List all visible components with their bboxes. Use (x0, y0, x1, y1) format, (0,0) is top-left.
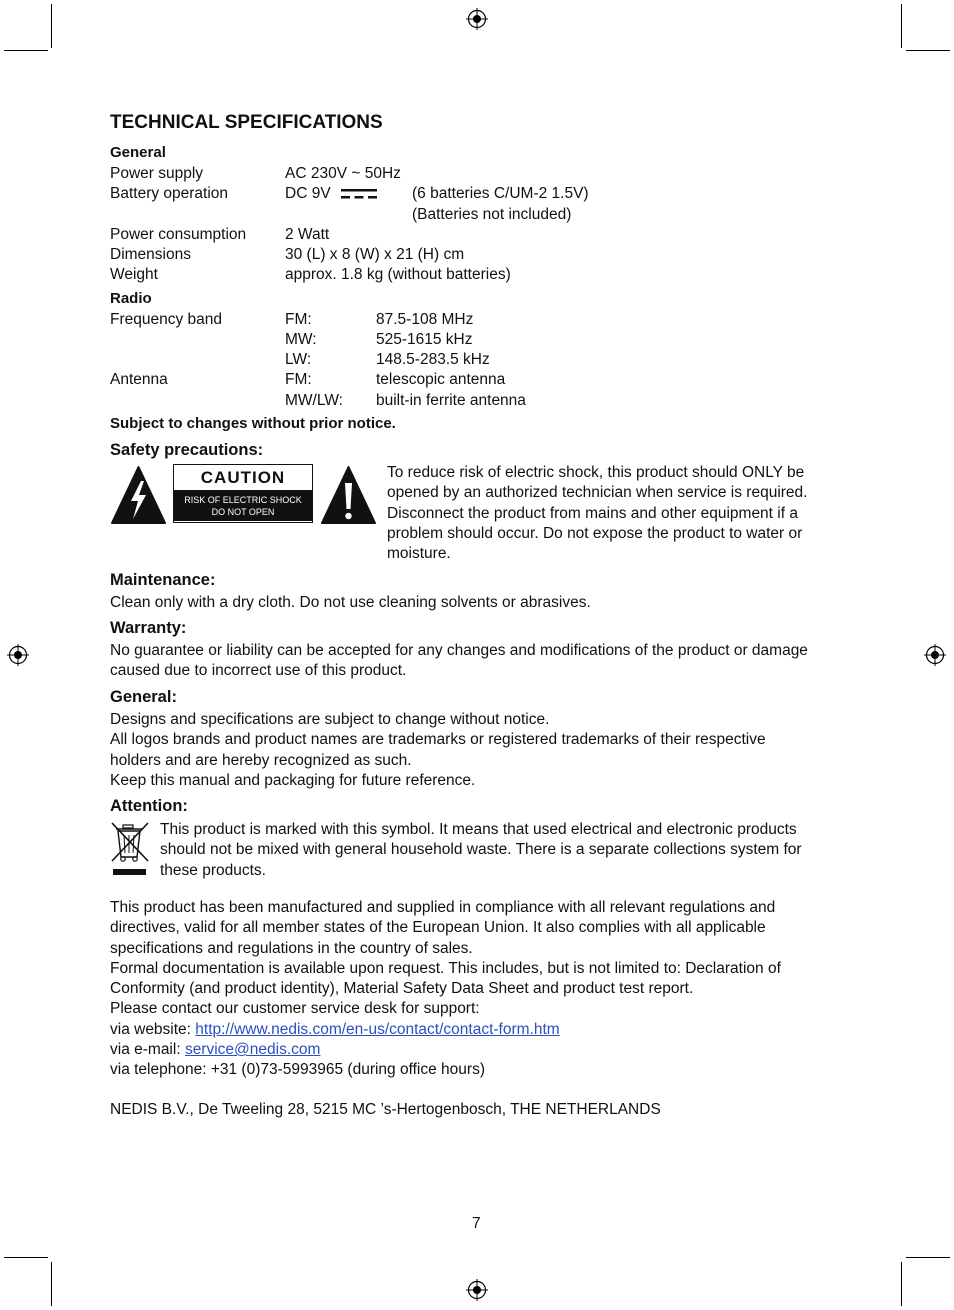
caution-label (173, 464, 313, 523)
warranty-heading: Warranty: (110, 619, 187, 637)
exclamation-warning-icon (320, 465, 377, 525)
radio-heading: Radio (110, 290, 152, 307)
company-address: NEDIS B.V., De Tweeling 28, 5215 MC ’s-Hertogenbosch, THE NETHERLANDS (110, 1101, 661, 1118)
spec-value: DC 9V (285, 185, 331, 202)
spec-note: (Batteries not included) (412, 206, 572, 223)
text-line: these products. (160, 861, 266, 879)
spec-label: Antenna (110, 371, 168, 388)
spec-label: Frequency band (110, 311, 223, 328)
spec-value: 30 (L) x 8 (W) x 21 (H) cm (285, 246, 465, 263)
antenna-type: built-in ferrite antenna (376, 392, 526, 409)
spec-label: Battery operation (110, 185, 229, 202)
text-line: Formal documentation is available upon request. This includes, but is not limited to: Declaration of (110, 959, 781, 977)
text-line: This product has been manufactured and supplied in compliance with all relevant regulations and (110, 899, 776, 916)
band-label: LW: (285, 351, 312, 368)
crop-mark (906, 50, 950, 51)
general-text (110, 710, 850, 791)
text-line: No guarantee or liability can be accepted for any changes and modifications of the product or damage (110, 642, 808, 659)
spec-value: approx. 1.8 kg (without batteries) (285, 266, 511, 283)
text-line: Designs and specifications are subject to change without notice. (110, 711, 550, 728)
text-line: This product is marked with this symbol. It means that used electrical and electronic products (160, 821, 797, 838)
spec-label: Power consumption (110, 226, 247, 243)
text-line: directives, valid for all member states of the European Union. It also complies with all applicable (110, 919, 766, 937)
spec-label: Power supply (110, 165, 204, 182)
maintenance-text: Clean only with a dry cloth. Do not use cleaning solvents or abrasives. (110, 594, 591, 611)
band-label: MW/LW: (285, 392, 343, 409)
text-line: Disconnect the product from mains and other equipment if a (387, 504, 798, 522)
crop-mark (51, 1262, 52, 1306)
safety-heading: Safety precautions: (110, 441, 264, 459)
spec-label: Dimensions (110, 246, 191, 263)
crop-mark (4, 50, 48, 51)
page-title: TECHNICAL SPECIFICATIONS (110, 112, 383, 133)
general-heading: General: (110, 688, 177, 706)
weee-bin-icon (110, 821, 150, 879)
caution-line: RISK OF ELECTRIC SHOCK (184, 495, 302, 505)
dc-symbol-icon (341, 189, 377, 201)
text-line: caused due to incorrect use of this product. (110, 662, 407, 680)
text-line: moisture. (387, 545, 451, 563)
band-label: FM: (285, 311, 312, 328)
lightning-warning-icon (110, 465, 167, 525)
warranty-text (110, 641, 850, 682)
text-line: To reduce risk of electric shock, this product should ONLY be (387, 464, 805, 481)
caution-line: DO NOT OPEN (211, 507, 275, 517)
general-spec-heading: General (110, 144, 166, 161)
text-line: should not be mixed with general household waste. There is a separate collections system for (160, 841, 802, 859)
spec-value: 2 Watt (285, 226, 330, 243)
telephone-line: via telephone: +31 (0)73-5993965 (during office hours) (110, 1061, 485, 1079)
email-prefix: via e-mail: (110, 1041, 185, 1059)
safety-text (387, 463, 837, 564)
website-link[interactable]: http://www.nedis.com/en-us/contact/contact-form.htm (195, 1020, 560, 1038)
maintenance-heading: Maintenance: (110, 571, 216, 589)
crop-mark (901, 1262, 902, 1306)
spec-note: (6 batteries C/UM-2 1.5V) (412, 185, 589, 202)
website-prefix: via website: (110, 1020, 196, 1038)
text-line: opened by an authorized technician when service is required. (387, 484, 808, 502)
registration-mark-icon (924, 644, 946, 666)
text-line: Keep this manual and packaging for future reference. (110, 771, 476, 789)
text-line: Please contact our customer service desk for support: (110, 1000, 480, 1018)
compliance-text (110, 898, 850, 1081)
page-number: 7 (472, 1215, 481, 1232)
band-range: 148.5-283.5 kHz (376, 351, 490, 368)
crop-mark (906, 1257, 950, 1258)
registration-mark-icon (7, 644, 29, 666)
band-label: MW: (285, 331, 317, 348)
band-range: 525-1615 kHz (376, 331, 473, 348)
band-label: FM: (285, 371, 312, 388)
text-line: Conformity (and product identity), Material Safety Data Sheet and product test report. (110, 980, 694, 998)
registration-mark-icon (466, 1279, 488, 1301)
attention-heading: Attention: (110, 797, 188, 815)
caution-title: CAUTION (174, 465, 312, 490)
antenna-type: telescopic antenna (376, 371, 506, 388)
attention-text (160, 820, 850, 881)
spec-label: Weight (110, 266, 158, 283)
email-link[interactable]: service@nedis.com (184, 1041, 321, 1059)
crop-mark (4, 1257, 48, 1258)
crop-mark (901, 4, 902, 48)
band-range: 87.5-108 MHz (376, 311, 474, 328)
text-line: All logos brands and product names are trademarks or registered trademarks of their respective (110, 731, 766, 749)
notice: Subject to changes without prior notice. (110, 415, 396, 432)
spec-value: AC 230V ~ 50Hz (285, 165, 401, 182)
website-line (110, 1020, 850, 1040)
crop-mark (51, 4, 52, 48)
text-line: specifications and regulations in the country of sales. (110, 939, 473, 957)
registration-mark-icon (466, 8, 488, 30)
text-line: holders and are hereby recognized as such. (110, 751, 412, 769)
text-line: problem should occur. Do not expose the product to water or (387, 524, 803, 542)
email-line (110, 1040, 850, 1060)
